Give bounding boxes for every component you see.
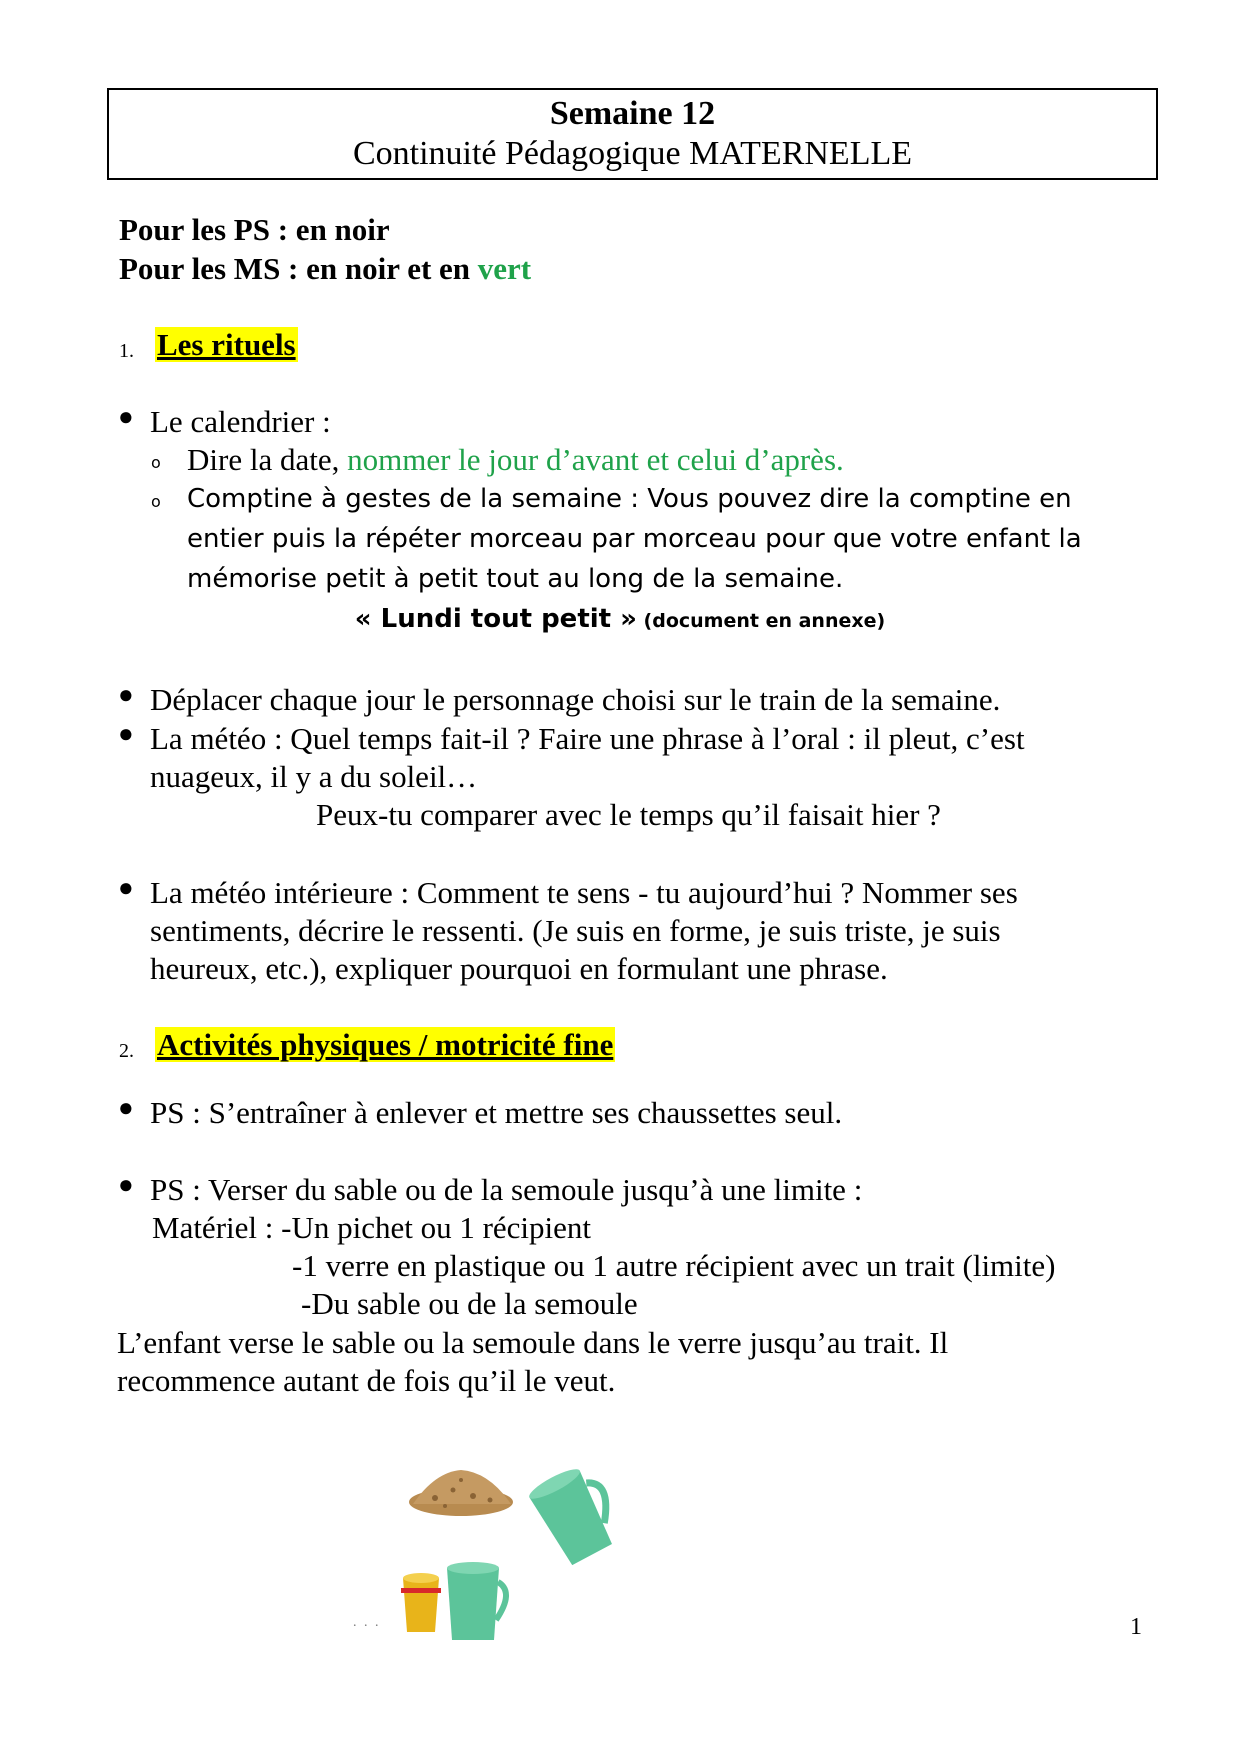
pitcher-icon: [526, 1460, 627, 1568]
comptine-title-line: [0, 601, 1240, 637]
interieure-line3: heureux, etc.), expliquer pourquoi en formulant une phrase.: [150, 951, 888, 986]
materiel-line2: -1 verre en plastique ou 1 autre récipient avec un trait (limite): [292, 1248, 1056, 1283]
bullet-icon: ●: [118, 873, 134, 902]
section2-heading-text: Activités physiques / motricité fine: [157, 1027, 614, 1062]
page-title: Semaine 12: [549, 95, 716, 132]
comptine-line2: entier puis la répéter morceau par morceau pour que votre enfant la: [187, 524, 1082, 554]
materiel-line3: -Du sable ou de la semoule: [301, 1286, 638, 1321]
enfant-line1: L’enfant verse le sable ou la semoule dans le verre jusqu’au trait. Il: [117, 1325, 949, 1360]
intro-ms-line: [119, 250, 531, 288]
comptine-line1: Comptine à gestes de la semaine : Vous pouvez dire la comptine en: [187, 484, 1072, 514]
intro-ms-green: vert: [477, 251, 532, 286]
green-cup-icon: [447, 1562, 506, 1640]
bullet-icon: ●: [118, 1093, 134, 1122]
title-box: [107, 88, 1158, 180]
bullet-icon: ●: [118, 719, 134, 748]
comptine-note: (document en annexe): [636, 610, 886, 632]
section1-heading: [155, 326, 298, 364]
ps1-line: PS : S’entraîner à enlever et mettre ses chaussettes seul.: [150, 1095, 843, 1130]
interieure-line1: La météo intérieure : Comment te sens - tu aujourd’hui ? Nommer ses: [150, 875, 1018, 910]
image-caption: . . .: [353, 1615, 381, 1630]
materiel-line1: Matériel : -Un pichet ou 1 récipient: [152, 1210, 592, 1245]
section1-number: 1.: [119, 340, 134, 362]
deplacer-line: Déplacer chaque jour le personnage choisi sur le train de la semaine.: [150, 682, 1001, 717]
page-number: 1: [1130, 1614, 1142, 1640]
bullet-icon: ●: [118, 1170, 134, 1199]
bullet-icon: ●: [118, 680, 134, 709]
interieure-line2: sentiments, décrire le ressenti. (Je suis en forme, je suis triste, je suis: [150, 913, 1001, 948]
circle-bullet-icon: o: [151, 453, 161, 472]
comptine-title: « Lundi tout petit »: [354, 604, 637, 634]
section1-heading-text: Les rituels: [157, 327, 296, 362]
date-green: nommer le jour d’avant et celui d’après.: [347, 442, 844, 477]
section2-heading: [155, 1026, 615, 1064]
materials-illustration: [395, 1460, 635, 1655]
yellow-cup-icon: [401, 1573, 441, 1632]
intro-ps-line: Pour les PS : en noir: [119, 212, 390, 247]
calendrier-date-line: [187, 441, 844, 479]
section2-number: 2.: [119, 1040, 134, 1062]
sand-pile-icon: [409, 1470, 513, 1516]
calendrier-label: Le calendrier :: [150, 404, 331, 439]
enfant-line2: recommence autant de fois qu’il le veut.: [117, 1363, 616, 1398]
meteo-line2: nuageux, il y a du soleil…: [150, 759, 478, 794]
circle-bullet-icon: o: [151, 492, 161, 511]
page-subtitle: Continuité Pédagogique MATERNELLE: [352, 135, 913, 172]
ps2-line: PS : Verser du sable ou de la semoule jusqu’à une limite :: [150, 1172, 863, 1207]
meteo-question: Peux-tu comparer avec le temps qu’il faisait hier ?: [316, 797, 941, 832]
intro-ms-prefix: Pour les MS : en noir et en: [119, 251, 478, 286]
bullet-icon: ●: [118, 402, 134, 431]
date-black: Dire la date,: [187, 442, 348, 477]
comptine-line3: mémorise petit à petit tout au long de la semaine.: [187, 564, 844, 594]
meteo-line1: La météo : Quel temps fait-il ? Faire une phrase à l’oral : il pleut, c’est: [150, 721, 1025, 756]
